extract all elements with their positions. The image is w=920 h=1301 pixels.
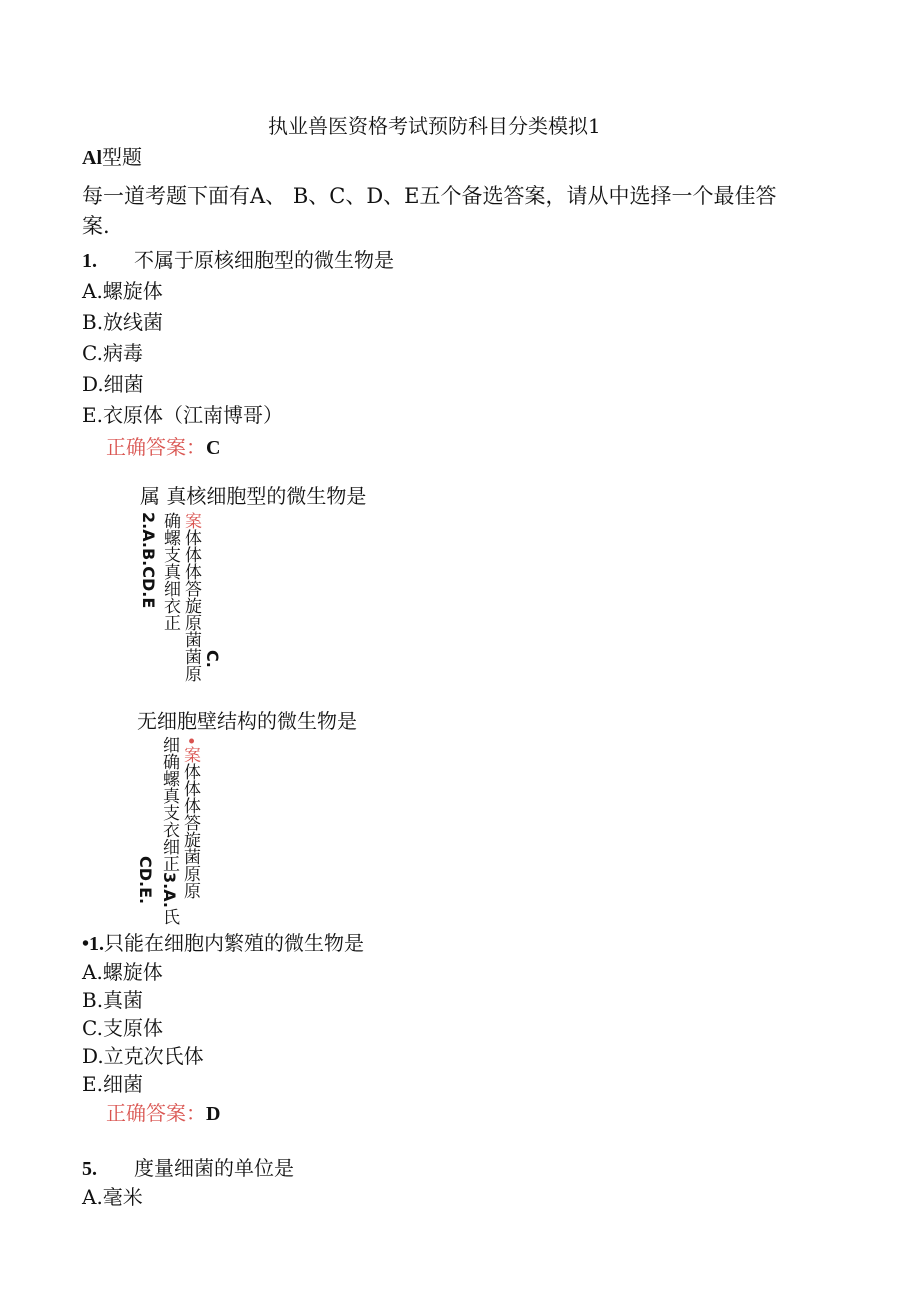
option: B.放线菌 (82, 310, 164, 334)
option: E.细菌 (82, 1072, 143, 1096)
text-fragment: 细确螺真支衣细正 (159, 736, 179, 872)
answer-fragment: 案 (181, 512, 201, 529)
question-number: •1. (82, 933, 105, 955)
text-fragment: 氏 (159, 907, 179, 925)
option: E.衣原体（江南博哥） (82, 403, 283, 427)
answer-label: 正确答案： (106, 435, 206, 459)
question-3-column (160, 736, 177, 925)
option: C.支原体 (82, 1016, 163, 1040)
answer-label: 正确答案： (106, 1101, 206, 1125)
question-5 (82, 1158, 294, 1179)
answer-fragment: •案 (180, 736, 200, 764)
question-text: 只能在细胞内繁殖的微生物是 (104, 931, 365, 955)
question-3-heading: 无细胞壁结构的微生物是 (137, 709, 357, 733)
section-prefix: Al (82, 147, 102, 169)
answer-line (106, 437, 220, 458)
option: A.毫米 (82, 1185, 143, 1209)
section-label: 型题 (102, 145, 142, 169)
question-text: 不属于原核细胞型的微生物是 (134, 248, 394, 272)
text-fragment: 3.A. (160, 872, 179, 908)
question-2-heading: 属 真核细胞型的微生物是 (140, 484, 367, 508)
question-3-options-letters: CD.E. (136, 856, 155, 905)
question-number: 1. (82, 250, 97, 272)
question-4 (82, 933, 364, 954)
question-number: 5. (82, 1158, 97, 1180)
option: D.立克次氏体 (82, 1044, 204, 1068)
question-text: 度量细菌的单位是 (134, 1156, 294, 1180)
instructions-line-1: 每一道考题下面有A、 B、C、D、E五个备选答案，请从中选择一个最佳答 (82, 184, 777, 208)
option: A.螺旋体 (82, 279, 163, 303)
question-1 (82, 250, 394, 271)
question-2-column (182, 512, 199, 682)
question-2-column: 确螺支真细衣正 (160, 512, 180, 631)
section-heading (82, 147, 142, 168)
answer-value: C (206, 437, 221, 459)
option: B.真菌 (82, 988, 144, 1012)
option: D.细菌 (82, 372, 144, 396)
document-title: 执业兽医资格考试预防科目分类模拟1 (268, 114, 601, 138)
text-fragment: 体体体答旋菌原原 (180, 763, 200, 900)
question-2-options-letters: 2.A.B.CD.E (139, 512, 158, 609)
option: C.病毒 (82, 341, 143, 365)
text-fragment: 体体体答旋原菌菌原 (181, 529, 201, 682)
question-2-answer: C. (203, 650, 222, 668)
answer-line (106, 1103, 220, 1124)
option: A.螺旋体 (82, 960, 163, 984)
instructions-line-2: 案. (82, 214, 110, 238)
answer-value: D (206, 1103, 221, 1125)
question-3-column (181, 736, 198, 899)
